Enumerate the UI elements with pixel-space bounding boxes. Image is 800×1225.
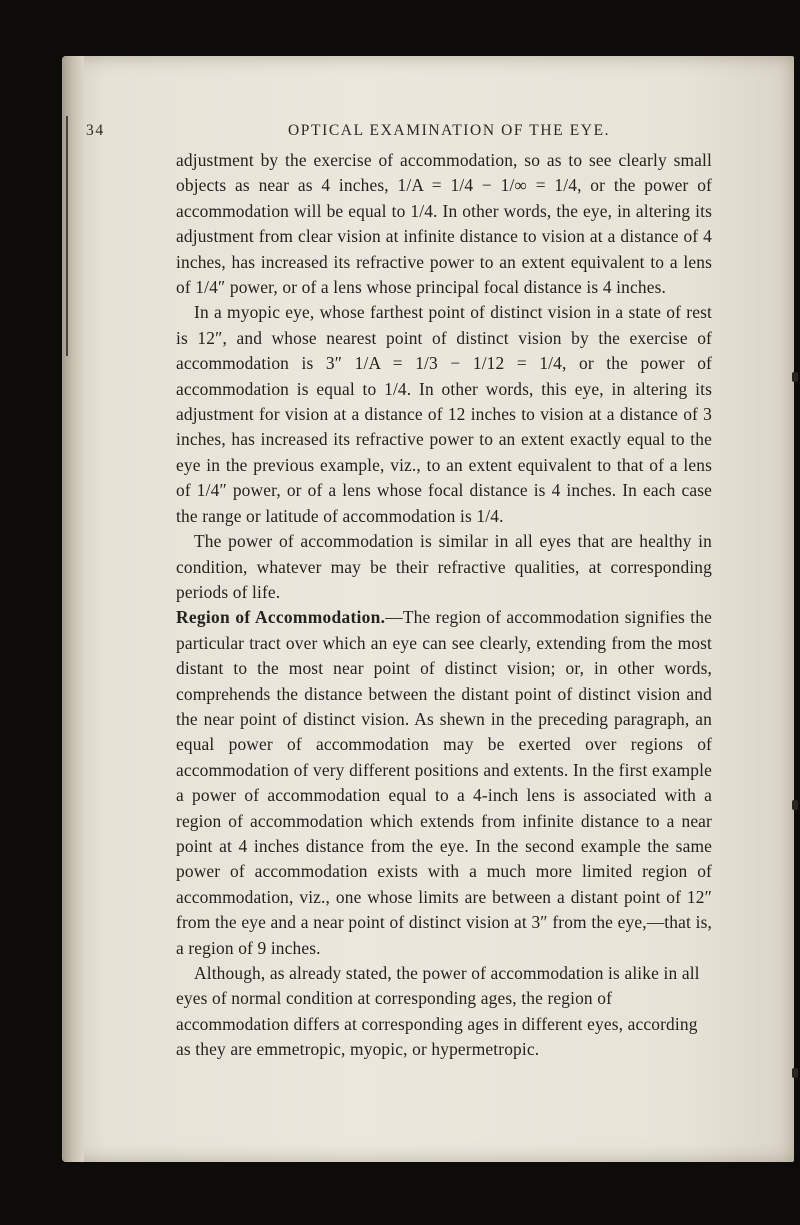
page-number: 34 xyxy=(86,122,105,139)
section-body: —The region of accommodation signifies the particular tract over which an eye can see clearly, extending from the most distant to the most near point of distinct vision; or, in other words, comprehends the distance between the distant point of distinct vision and the near point of distinct vision. As shewn in the preceding paragraph, an equal power of accommodation may be exerted over regions of accommodation of very different positions and extents. In the first example a power of accommodation equal to a 4-inch lens is associated with a region of accommodation which extends from infinite distance to a near point at 4 inches distance from the eye. In the second example the same power of accommodation exists with a much more limited region of accommodation, viz., one whose limits are between a distant point of 12″ from the eye and a near point of distinct vision at 3″ from the eye,—that is, a region of 9 inches. xyxy=(176,607,712,958)
body-text xyxy=(176,148,712,1063)
running-header xyxy=(0,122,800,146)
page-edge-mark xyxy=(792,1068,798,1078)
paragraph: In a myopic eye, whose farthest point of distinct vision in a state of rest is 12″, and whose nearest point of distinct vision by the exercise of accommodation is 3″ 1/A = 1/3 − 1/12 = 1/4, or the power of accommodation is equal to 1/4. In other words, this eye, in altering its adjustment for vision at a distance of 12 inches to vision at a distance of 3 inches, has increased its refractive power to an extent exactly equal to the eye in the previous example, viz., to an extent equivalent to that of a lens of 1/4″ power, or of a lens whose focal distance is 4 inches. In each case the range or latitude of accommodation is 1/4. xyxy=(176,302,712,526)
page-edge-mark xyxy=(792,372,798,382)
paragraph: Although, as already stated, the power of accommodation is alike in all eyes of normal condition at corresponding ages, the region of accommodation differs at corresponding ages in different eyes, according as they are emmetropic, myopic, or hypermetropic. xyxy=(176,963,700,1060)
running-title: OPTICAL EXAMINATION OF THE EYE. xyxy=(288,122,611,139)
section-heading: Region of Accommodation. xyxy=(176,607,386,628)
paragraph: The power of accommodation is similar in all eyes that are healthy in condition, whatever may be their refractive qualities, at corresponding periods of life. xyxy=(176,531,712,602)
binding-mark xyxy=(66,116,68,356)
paragraph: adjustment by the exercise of accommodation, so as to see clearly small objects as near as 4 inches, 1/A = 1/4 − 1/∞ = 1/4, or the power of accommodation will be equal to 1/4. In other words, the eye, in altering its adjustment from clear vision at infinite distance to vision at a distance of 4 inches, has increased its refractive power to an extent equivalent to a lens of 1/4″ power, or of a lens whose principal focal distance is 4 inches. xyxy=(176,150,712,298)
section-paragraph xyxy=(176,605,712,961)
page-edge-mark xyxy=(792,800,798,810)
